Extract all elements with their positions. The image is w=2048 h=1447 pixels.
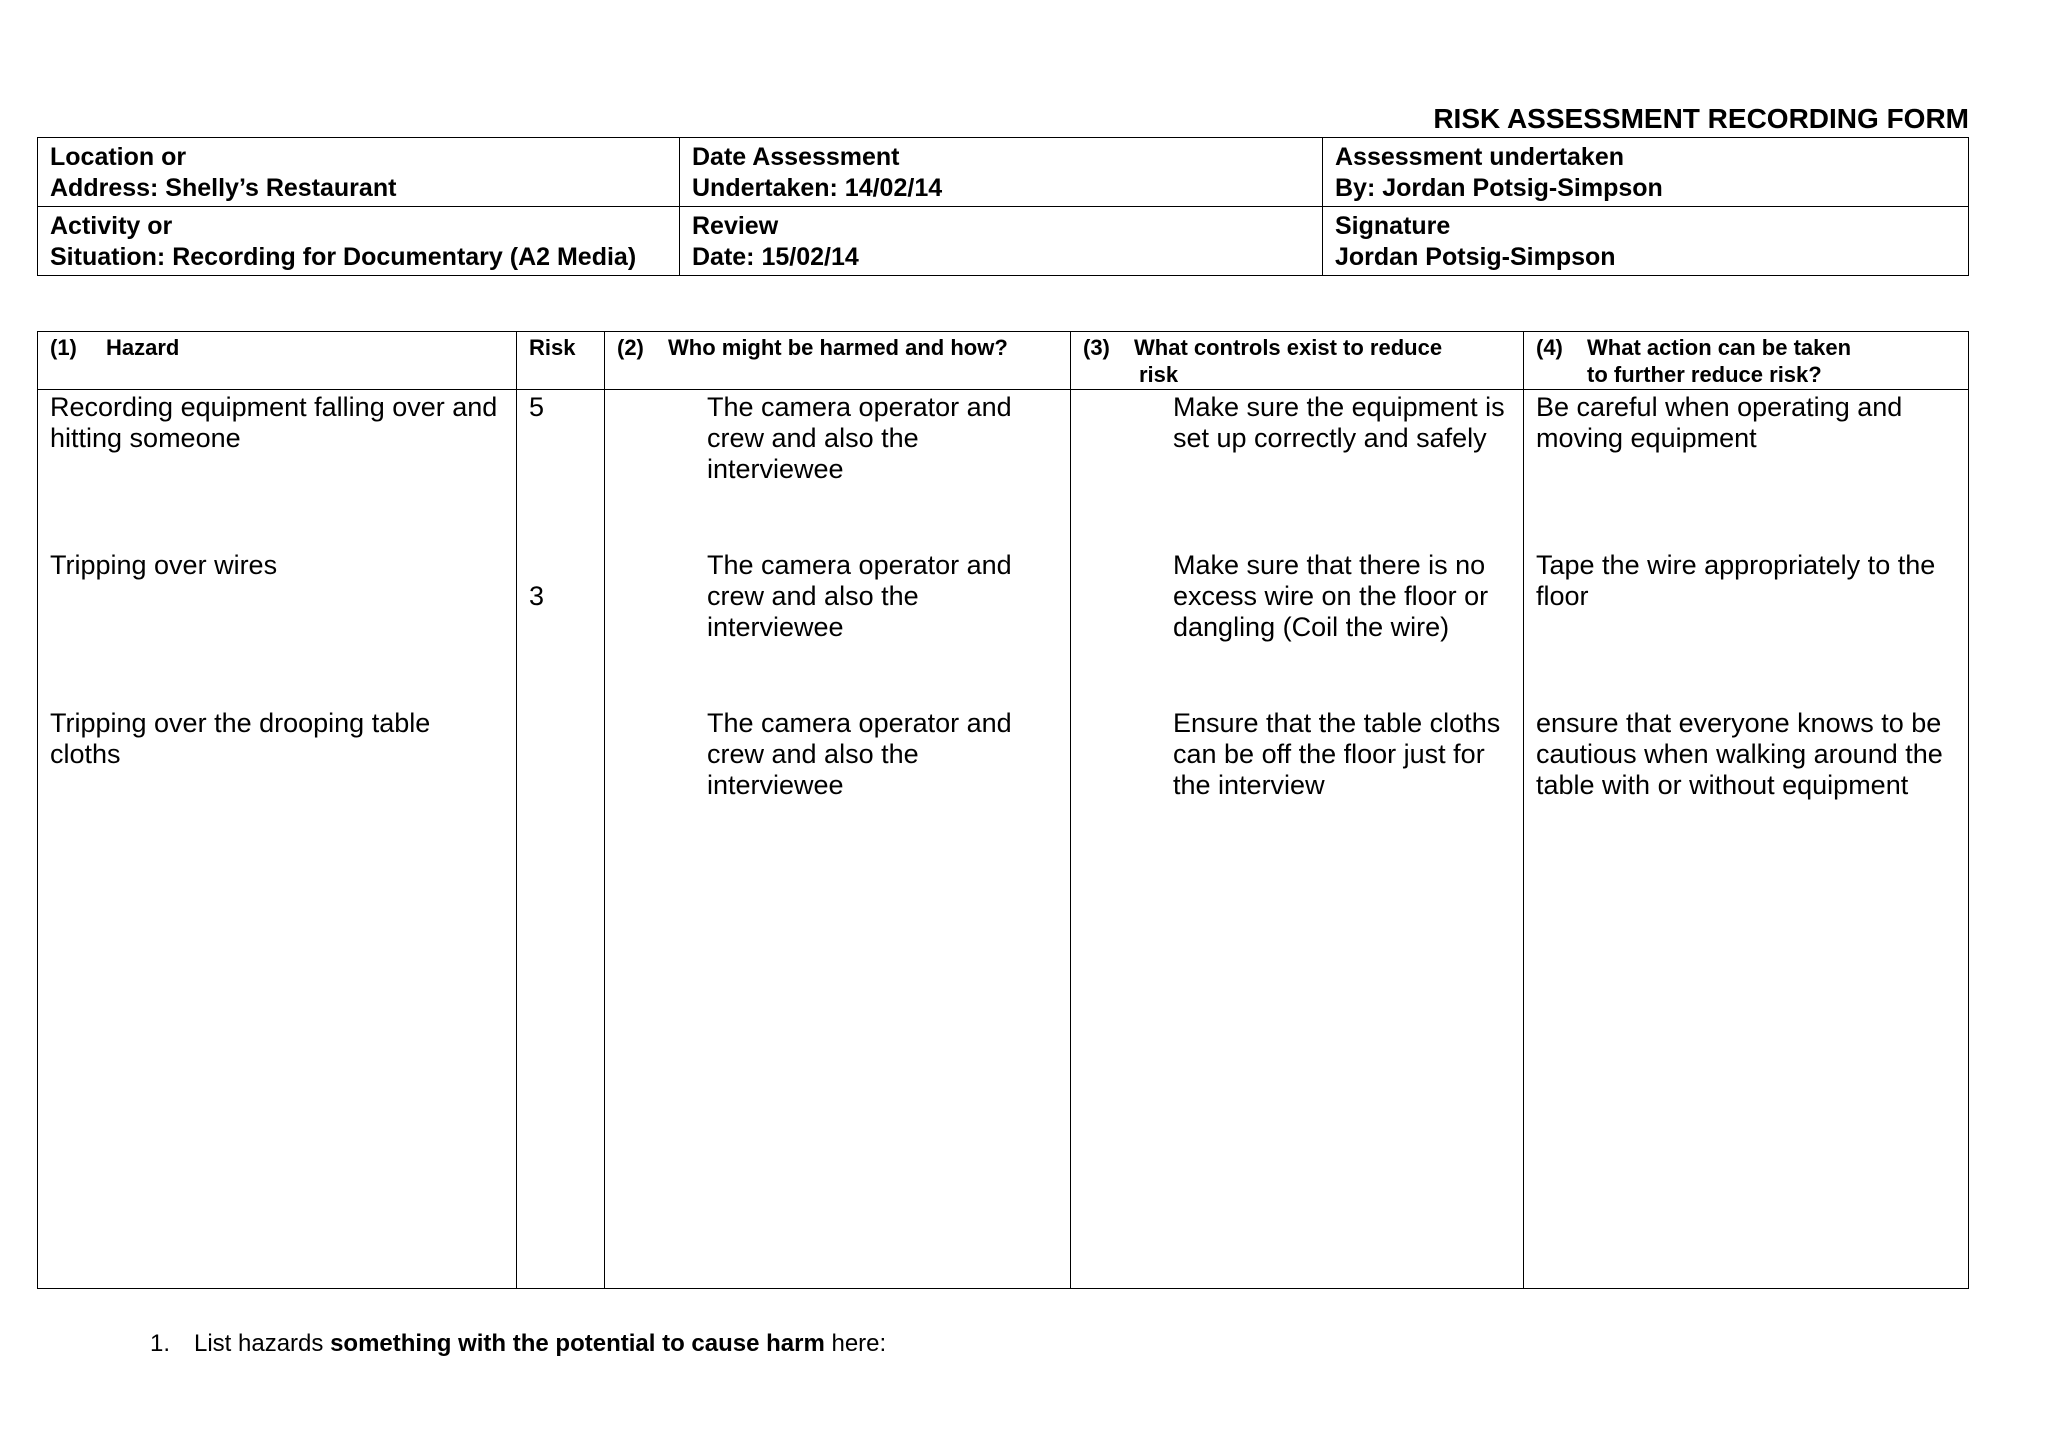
header-action-text-2: to further reduce risk? <box>1587 362 1822 387</box>
footnote-number: 1. <box>150 1330 171 1357</box>
review-value: Date: 15/02/14 <box>692 243 859 271</box>
risk-cell <box>517 706 605 1289</box>
assessment-info-table <box>37 137 1969 276</box>
hazard-table <box>37 331 1969 1289</box>
date-label: Date Assessment <box>692 143 900 171</box>
activity-label: Activity or <box>50 212 173 240</box>
who-cell: The camera operator and crew and also the interviewee <box>605 390 1071 549</box>
footnote-text-pre: List hazards <box>194 1330 331 1357</box>
date-value: Undertaken: 14/02/14 <box>692 174 943 202</box>
header-who-text: Who might be harmed and how? <box>668 335 1008 360</box>
form-title: RISK ASSESSMENT RECORDING FORM <box>1433 103 1969 134</box>
activity-cell <box>38 207 680 276</box>
header-who-number: (2) <box>617 335 644 360</box>
header-risk <box>517 332 605 390</box>
date-cell <box>680 138 1323 207</box>
header-controls <box>1071 332 1524 390</box>
info-row-1 <box>38 138 1969 207</box>
hazard-cell: Tripping over the drooping table cloths <box>38 706 517 1289</box>
assessor-label: Assessment undertaken <box>1335 143 1625 171</box>
review-cell <box>680 207 1323 276</box>
location-label: Location or <box>50 143 187 171</box>
action-cell: Tape the wire appropriately to the floor <box>1524 548 1969 706</box>
header-risk-text: Risk <box>529 335 576 360</box>
location-value: Address: Shelly’s Restaurant <box>50 174 397 202</box>
review-label: Review <box>692 212 779 240</box>
footnote-text-post: here: <box>824 1330 887 1357</box>
who-cell: The camera operator and crew and also the interviewee <box>605 706 1071 1289</box>
location-cell <box>38 138 680 207</box>
header-controls-text-1: What controls exist to reduce <box>1134 335 1443 360</box>
risk-value: 3 <box>529 581 545 611</box>
action-cell: Be careful when operating and moving equipment <box>1524 390 1969 549</box>
controls-cell: Make sure that there is no excess wire on the floor or dangling (Coil the wire) <box>1071 548 1524 706</box>
table-row <box>38 706 1969 1289</box>
hazard-table-header <box>38 332 1969 390</box>
table-row <box>38 390 1969 549</box>
header-controls-number: (3) <box>1083 335 1110 360</box>
risk-cell <box>517 548 605 706</box>
header-action-text-1: What action can be taken <box>1587 335 1852 360</box>
activity-value: Situation: Recording for Documentary (A2 Media) <box>50 243 637 271</box>
who-cell: The camera operator and crew and also the interviewee <box>605 548 1071 706</box>
info-row-2 <box>38 207 1969 276</box>
header-hazard-text: Hazard <box>106 335 180 360</box>
header-controls-text-2: risk <box>1139 362 1179 387</box>
footnote <box>150 1330 886 1358</box>
footnote-text-bold: something with the potential to cause harm <box>330 1330 825 1357</box>
signature-value: Jordan Potsig-Simpson <box>1335 243 1616 271</box>
header-action <box>1524 332 1969 390</box>
signature-label: Signature <box>1335 212 1451 240</box>
controls-cell: Ensure that the table cloths can be off the floor just for the interview <box>1071 706 1524 1289</box>
header-who <box>605 332 1071 390</box>
assessor-cell <box>1323 138 1969 207</box>
hazard-cell: Recording equipment falling over and hitting someone <box>38 390 517 549</box>
table-row <box>38 548 1969 706</box>
action-cell: ensure that everyone knows to be cautious when walking around the table with or without equipment <box>1524 706 1969 1289</box>
risk-cell: 5 <box>517 390 605 549</box>
signature-cell <box>1323 207 1969 276</box>
header-action-number: (4) <box>1536 335 1563 360</box>
controls-cell: Make sure the equipment is set up correctly and safely <box>1071 390 1524 549</box>
assessor-value: By: Jordan Potsig-Simpson <box>1335 174 1663 202</box>
header-hazard-number: (1) <box>50 335 77 360</box>
header-hazard <box>38 332 517 390</box>
hazard-cell: Tripping over wires <box>38 548 517 706</box>
